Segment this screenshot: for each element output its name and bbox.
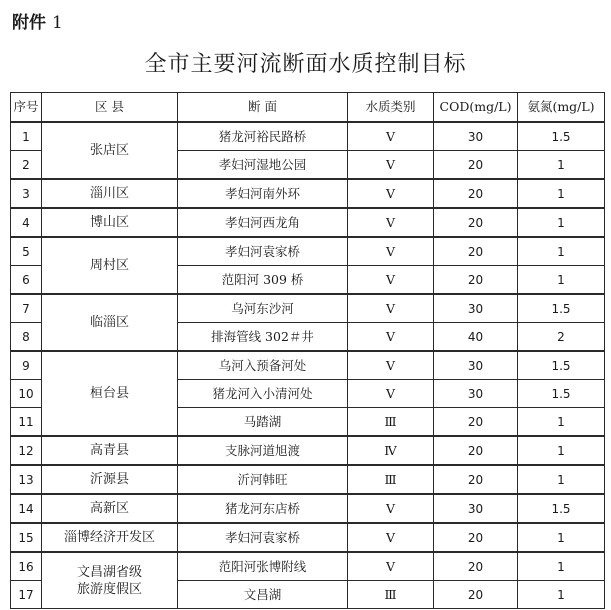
cell-water-quality: Ⅴ <box>348 294 434 323</box>
cell-water-quality: Ⅲ <box>348 408 434 437</box>
cell-ammonia: 1 <box>518 266 605 295</box>
water-quality-target-table <box>10 92 605 609</box>
table-row <box>11 465 605 494</box>
cell-water-quality: Ⅴ <box>348 208 434 237</box>
table-row <box>11 122 605 151</box>
cell-district: 高青县 <box>42 436 178 465</box>
attachment-label-text: 附件 <box>12 13 46 33</box>
cell-ammonia: 1.5 <box>518 351 605 380</box>
header-ammonia: 氨氮(mg/L) <box>518 93 605 123</box>
cell-ammonia: 1 <box>518 465 605 494</box>
cell-seq: 6 <box>11 266 42 295</box>
cell-section: 马踏湖 <box>178 408 348 437</box>
cell-cod: 20 <box>434 465 518 494</box>
table-row <box>11 523 605 552</box>
cell-cod: 40 <box>434 323 518 352</box>
cell-cod: 30 <box>434 294 518 323</box>
cell-water-quality: Ⅳ <box>348 436 434 465</box>
cell-ammonia: 1.5 <box>518 122 605 151</box>
table-header-row <box>11 93 605 123</box>
cell-district: 沂源县 <box>42 465 178 494</box>
cell-water-quality: Ⅴ <box>348 122 434 151</box>
cell-cod: 30 <box>434 494 518 523</box>
cell-seq: 5 <box>11 237 42 266</box>
cell-cod: 30 <box>434 122 518 151</box>
cell-ammonia: 1 <box>518 151 605 180</box>
cell-cod: 20 <box>434 523 518 552</box>
cell-seq: 4 <box>11 208 42 237</box>
cell-water-quality: Ⅲ <box>348 465 434 494</box>
cell-water-quality: Ⅴ <box>348 494 434 523</box>
cell-water-quality: Ⅲ <box>348 581 434 609</box>
table-row <box>11 237 605 266</box>
cell-seq: 1 <box>11 122 42 151</box>
cell-section: 范阳河 309 桥 <box>178 266 348 295</box>
table-row <box>11 208 605 237</box>
cell-section: 文昌湖 <box>178 581 348 609</box>
cell-ammonia: 1 <box>518 436 605 465</box>
table-body <box>11 122 605 609</box>
cell-cod: 30 <box>434 351 518 380</box>
cell-ammonia: 1.5 <box>518 380 605 408</box>
cell-ammonia: 2 <box>518 323 605 352</box>
cell-cod: 20 <box>434 208 518 237</box>
table-row <box>11 179 605 208</box>
table-row <box>11 294 605 323</box>
cell-section: 乌河入预备河处 <box>178 351 348 380</box>
cell-section: 孝妇河湿地公园 <box>178 151 348 180</box>
cell-section: 支脉河道旭渡 <box>178 436 348 465</box>
cell-seq: 12 <box>11 436 42 465</box>
cell-seq: 16 <box>11 552 42 581</box>
cell-ammonia: 1 <box>518 408 605 437</box>
cell-ammonia: 1.5 <box>518 494 605 523</box>
cell-water-quality: Ⅴ <box>348 323 434 352</box>
cell-water-quality: Ⅴ <box>348 523 434 552</box>
cell-district: 博山区 <box>42 208 178 237</box>
cell-water-quality: Ⅴ <box>348 151 434 180</box>
cell-water-quality: Ⅴ <box>348 266 434 295</box>
cell-district: 文昌湖省级 旅游度假区 <box>42 552 178 609</box>
cell-ammonia: 1 <box>518 552 605 581</box>
cell-section: 孝妇河袁家桥 <box>178 523 348 552</box>
table-row <box>11 351 605 380</box>
header-district: 区 县 <box>42 93 178 123</box>
cell-district: 淄博经济开发区 <box>42 523 178 552</box>
attachment-label <box>12 8 63 33</box>
cell-seq: 17 <box>11 581 42 609</box>
cell-seq: 13 <box>11 465 42 494</box>
cell-district: 周村区 <box>42 237 178 294</box>
cell-section: 沂河韩旺 <box>178 465 348 494</box>
cell-water-quality: Ⅴ <box>348 380 434 408</box>
header-seq: 序号 <box>11 93 42 123</box>
cell-district: 张店区 <box>42 122 178 179</box>
cell-ammonia: 1 <box>518 208 605 237</box>
cell-ammonia: 1 <box>518 237 605 266</box>
table-row <box>11 552 605 581</box>
cell-section: 排海管线 302＃井 <box>178 323 348 352</box>
document-title: 全市主要河流断面水质控制目标 <box>144 52 467 77</box>
cell-section: 猪龙河裕民路桥 <box>178 122 348 151</box>
cell-district: 淄川区 <box>42 179 178 208</box>
cell-ammonia: 1 <box>518 523 605 552</box>
cell-section: 乌河东沙河 <box>178 294 348 323</box>
cell-cod: 20 <box>434 266 518 295</box>
header-cod: COD(mg/L) <box>434 93 518 123</box>
cell-cod: 20 <box>434 179 518 208</box>
cell-seq: 10 <box>11 380 42 408</box>
cell-water-quality: Ⅴ <box>348 552 434 581</box>
header-section: 断 面 <box>178 93 348 123</box>
cell-seq: 2 <box>11 151 42 180</box>
cell-cod: 20 <box>434 436 518 465</box>
cell-section: 孝妇河袁家桥 <box>178 237 348 266</box>
cell-cod: 20 <box>434 151 518 180</box>
cell-cod: 20 <box>434 237 518 266</box>
cell-seq: 8 <box>11 323 42 352</box>
cell-ammonia: 1 <box>518 179 605 208</box>
cell-district: 桓台县 <box>42 351 178 436</box>
cell-section: 猪龙河入小清河处 <box>178 380 348 408</box>
cell-district: 高新区 <box>42 494 178 523</box>
cell-cod: 20 <box>434 552 518 581</box>
cell-section: 猪龙河东店桥 <box>178 494 348 523</box>
cell-water-quality: Ⅴ <box>348 351 434 380</box>
cell-seq: 7 <box>11 294 42 323</box>
cell-ammonia: 1 <box>518 581 605 609</box>
cell-cod: 20 <box>434 581 518 609</box>
header-water-quality: 水质类别 <box>348 93 434 123</box>
cell-section: 孝妇河南外环 <box>178 179 348 208</box>
cell-seq: 14 <box>11 494 42 523</box>
cell-seq: 3 <box>11 179 42 208</box>
cell-section: 范阳河张博附线 <box>178 552 348 581</box>
cell-water-quality: Ⅴ <box>348 179 434 208</box>
cell-water-quality: Ⅴ <box>348 237 434 266</box>
cell-seq: 15 <box>11 523 42 552</box>
cell-section: 孝妇河西龙角 <box>178 208 348 237</box>
cell-seq: 9 <box>11 351 42 380</box>
cell-district: 临淄区 <box>42 294 178 351</box>
cell-cod: 30 <box>434 380 518 408</box>
attachment-number: 1 <box>52 13 63 33</box>
table-row <box>11 436 605 465</box>
table-row <box>11 494 605 523</box>
cell-cod: 20 <box>434 408 518 437</box>
cell-ammonia: 1.5 <box>518 294 605 323</box>
cell-seq: 11 <box>11 408 42 437</box>
